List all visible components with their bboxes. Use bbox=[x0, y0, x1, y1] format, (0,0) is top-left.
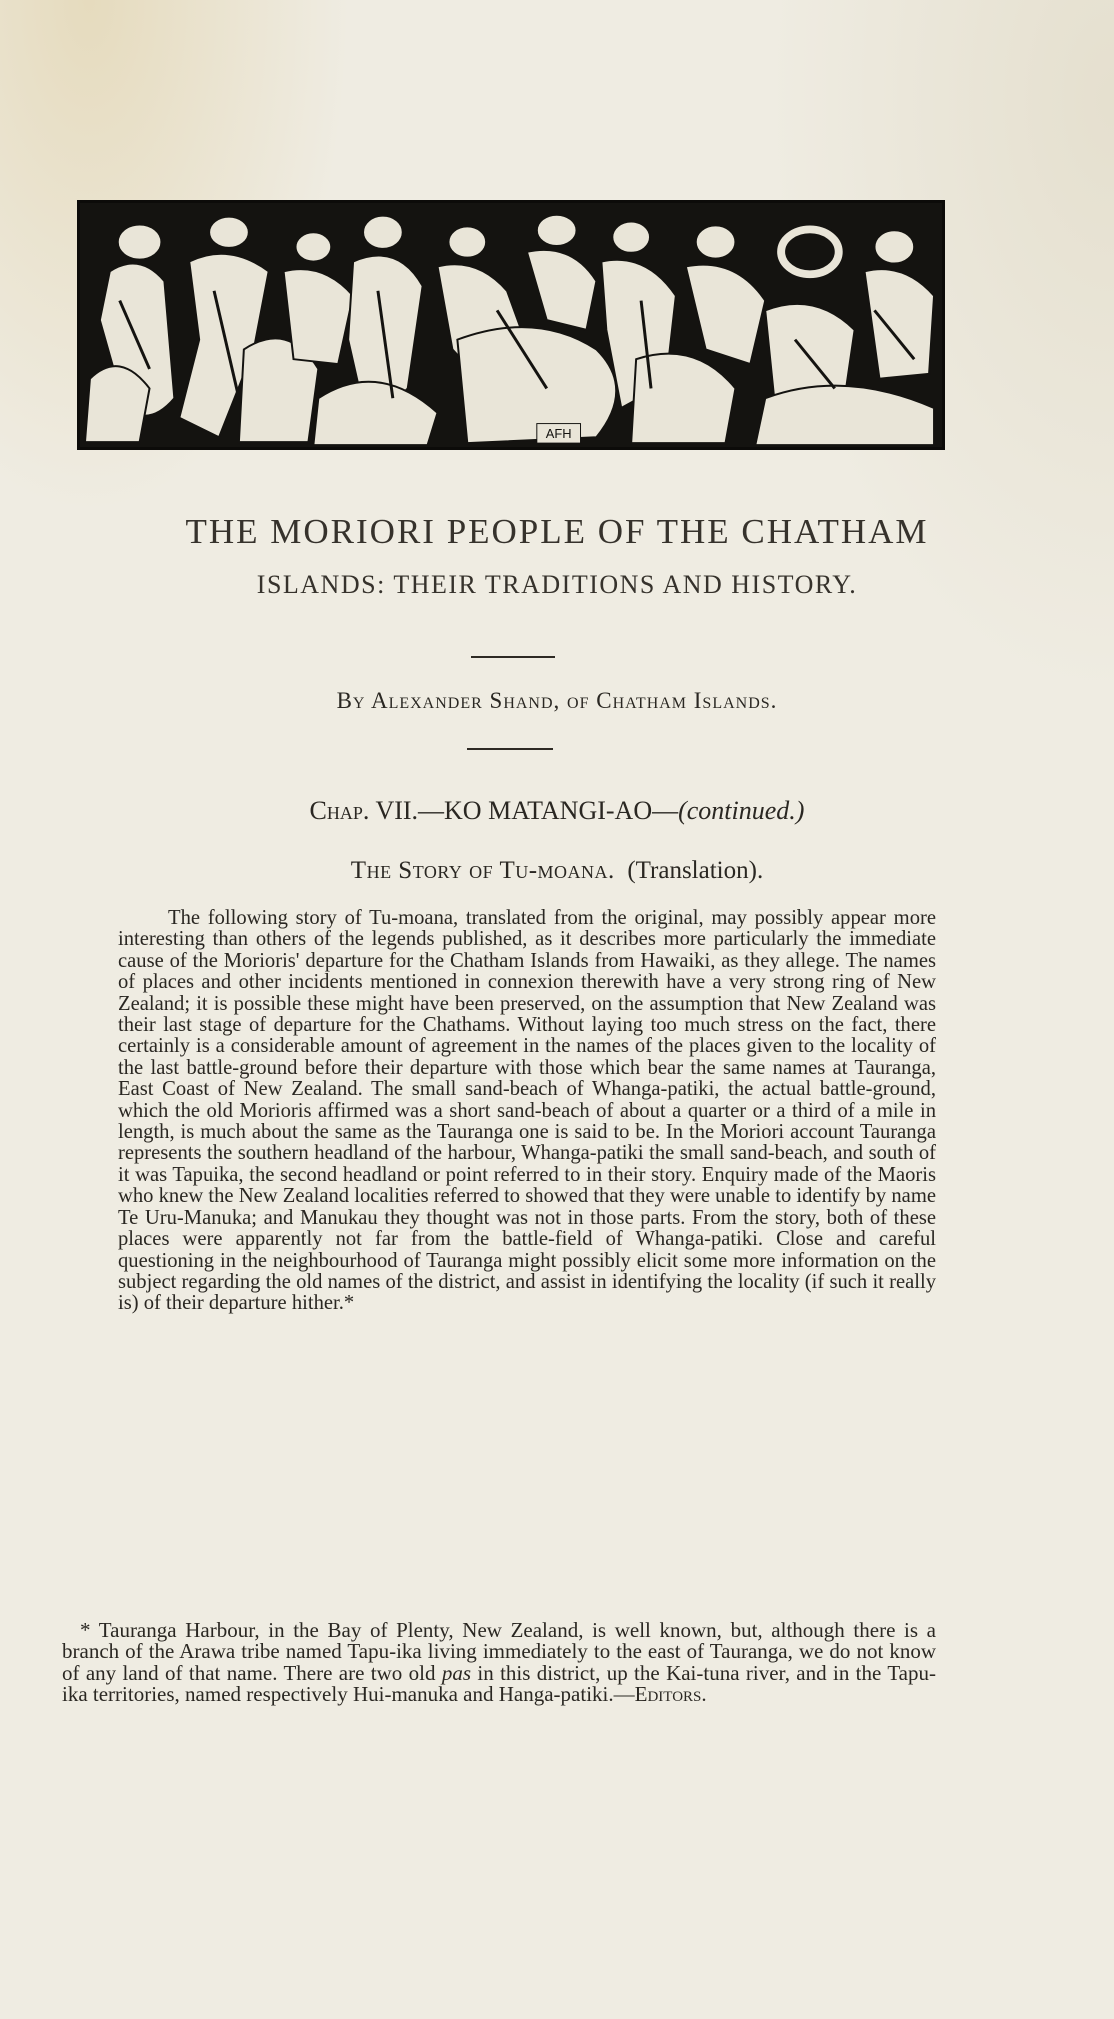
story-title: The Story of Tu-moana. bbox=[350, 857, 615, 884]
article-title-line-1: THE MORIORI PEOPLE OF THE CHATHAM bbox=[185, 512, 929, 551]
chapter-continued: (continued.) bbox=[678, 796, 805, 825]
chapter-number: VII.—KO MATANGI-AO— bbox=[375, 796, 679, 825]
story-translation-note: (Translation). bbox=[627, 857, 764, 884]
footnote-pas: pas bbox=[441, 1660, 472, 1685]
footnote-text-2: in this district, up the Kai-tuna river, and in the Tapu-ika territories, named respectively Hui-manuka and Hanga-patiki.— bbox=[62, 1660, 936, 1707]
battle-scene-woodcut-icon bbox=[80, 203, 942, 447]
body-paragraph: The following story of Tu-moana, translated from the original, may possibly appear more interesting than others of the legends published, as it describes more particularly the immediate cause of the Morioris' departure for the Chatham Islands from Hawaiki, as they allege. The names of places and other incidents mentioned in connexion therewith have a very strong ring of New Zealand; it is possible these might have been preserved, on the assumption that New Zealand was their last stage of departure for the Chathams. Without laying too much stress on the fact, there certainly is a considerable amount of agreement in the names of the places given to the locality of the last battle-ground before their departure with those which bear the same names at Tauranga, East Coast of New Zealand. The small sand-beach of Whanga-patiki, the actual battle-ground, which the old Morioris affirmed was a short sand-beach of about a quarter or a third of a mile in length, is much about the same as the Tauranga one is said to be. In the Moriori account Tauranga represents the southern headland of the harbour, Whanga-patiki the small sand-beach, and south of it was Tapuika, the second headland or point referred to in their story. Enquiry made of the Maoris who knew the New Zealand localities referred to showed that they were unable to identify by name Te Uru-Manuka; and Manukau they thought was not in those parts. From the story, both of these places were apparently not far from the battle-field of Whanga-patiki. Close and careful questioning in the neighbourhood of Tauranga might possibly elicit some more information on the subject regarding the old names of the district, and assist in identifying the locality (if such it really is) of their departure hither.* bbox=[118, 907, 936, 1315]
footnote bbox=[62, 1620, 936, 1706]
divider-rule bbox=[471, 656, 555, 658]
divider-rule bbox=[467, 748, 553, 750]
chapter-heading bbox=[0, 796, 1114, 826]
chapter-prefix: Chap. bbox=[309, 796, 370, 825]
header-illustration bbox=[77, 200, 945, 450]
footnote-editors: Editors. bbox=[634, 1682, 707, 1707]
footnote-text-1: * Tauranga Harbour, in the Bay of Plenty, New Zealand, is well known, but, although there is a branch of the Arawa tribe named Tapu-ika living immediately to the east of Tauranga, we do not know of any land of that name. There are two old bbox=[62, 1618, 936, 1685]
story-heading bbox=[0, 857, 1114, 885]
illustration-monogram: AFH bbox=[545, 426, 572, 442]
article-title-line-2: ISLANDS: THEIR TRADITIONS AND HISTORY. bbox=[256, 570, 858, 599]
author-byline: By Alexander Shand, of Chatham Islands. bbox=[336, 688, 778, 713]
